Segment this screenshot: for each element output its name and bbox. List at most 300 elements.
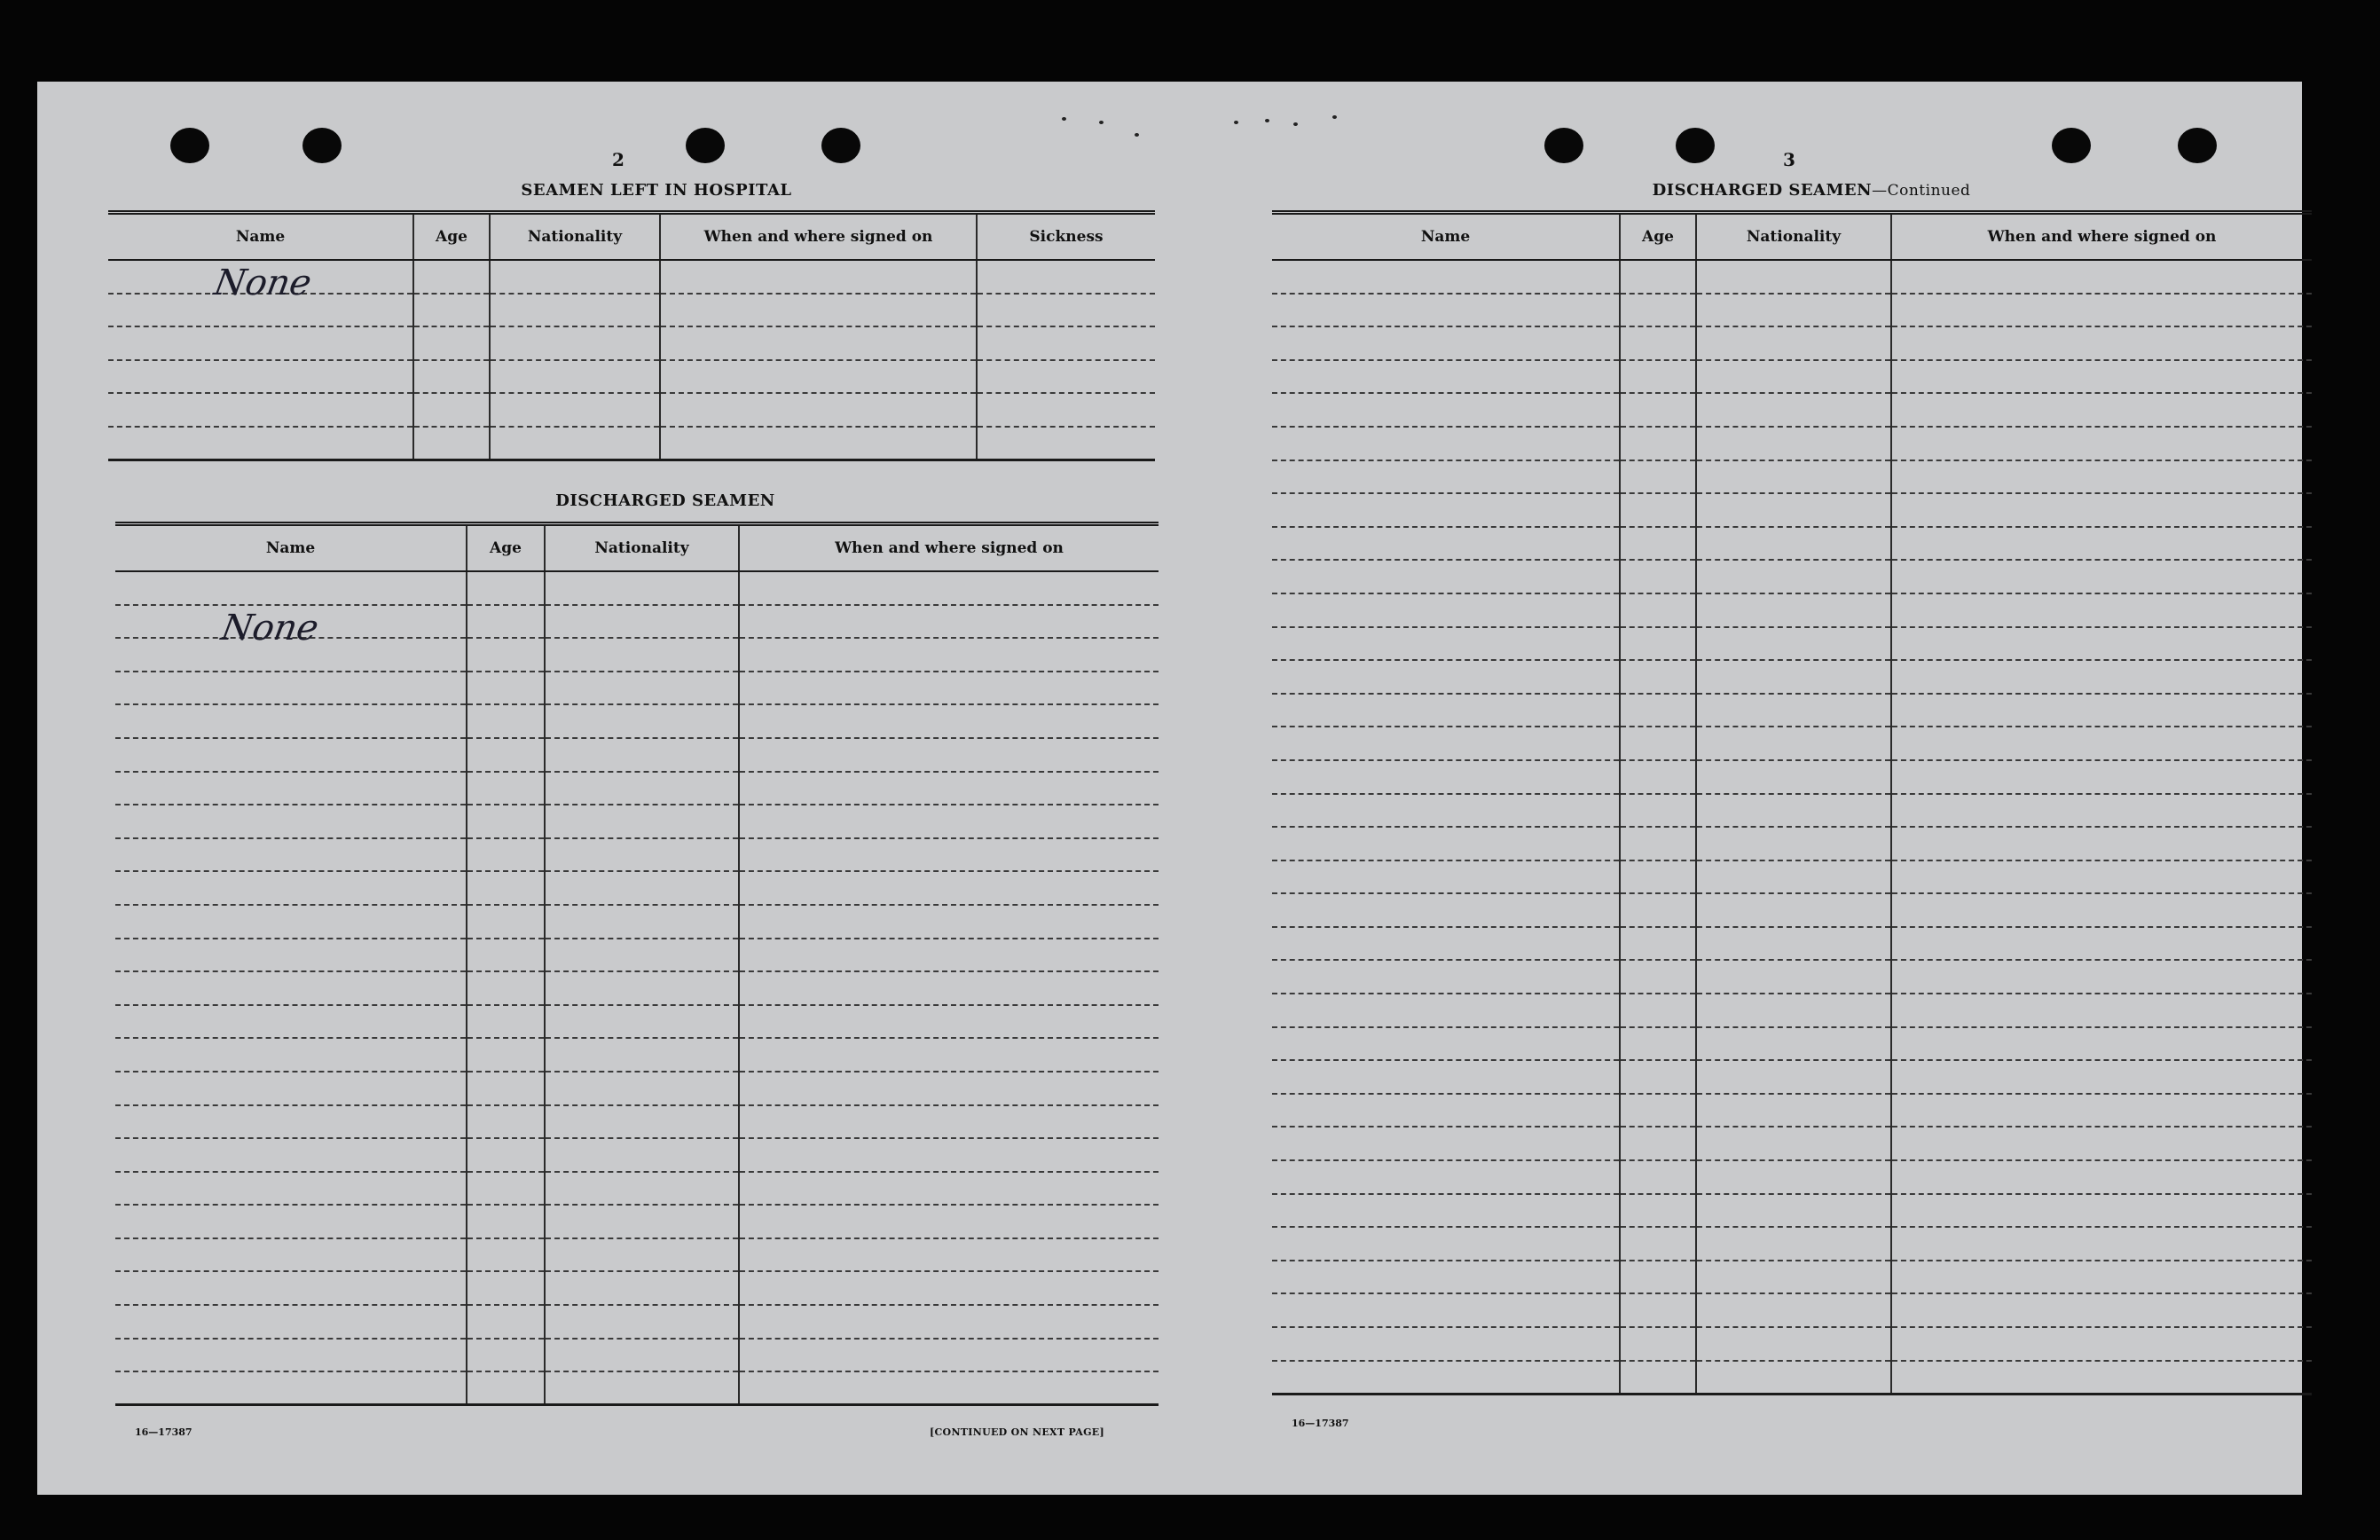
table-cell [1696,1027,1891,1061]
table-cell [1696,727,1891,760]
table-cell [1696,527,1891,561]
table-row [1272,893,2312,927]
punch-hole [821,128,860,163]
table-cell [108,326,413,360]
table-row [1272,393,2312,427]
table-cell [1891,1094,2312,1128]
table-cell [1696,427,1891,460]
table-cell [545,838,739,872]
table-cell [545,1005,739,1039]
table-cell [413,294,490,327]
table-cell [1696,794,1891,828]
table-cell [545,704,739,738]
table-cell [545,1271,739,1305]
table-cell [467,1105,545,1139]
table-cell [1272,1261,1620,1294]
table-cell [545,939,739,972]
table-cell [1620,1027,1696,1061]
table-cell [739,605,1159,639]
table-cell [115,838,467,872]
table-cell [1620,694,1696,727]
table-row [108,360,1155,394]
table-row [1272,760,2312,794]
table-cell [545,1038,739,1072]
table-cell [1696,1060,1891,1094]
table-cell [108,360,413,394]
table-cell [977,427,1155,460]
table-row [1272,960,2312,994]
column-header-when-and-where-signed-on: When and where signed on [739,524,1159,572]
table-cell [660,294,977,327]
table-row [115,1172,1159,1206]
table-cell [1891,527,2312,561]
table-cell [1272,1361,1620,1395]
table-cell [1891,727,2312,760]
table-cell [545,1072,739,1105]
table-cell [1272,660,1620,694]
table-cell [1891,326,2312,360]
table-cell [1891,360,2312,394]
table-cell [1696,560,1891,593]
table-row [1272,294,2312,327]
table-cell [115,939,467,972]
table-cell [1620,294,1696,327]
table-cell [115,605,467,648]
table-cell [1272,960,1620,994]
table-cell [1696,460,1891,494]
table-row [115,805,1159,838]
table-cell [490,294,660,327]
table-cell [1272,1293,1620,1327]
table-cell [1620,527,1696,561]
table-cell [467,638,545,672]
table-row [1272,493,2312,527]
table-cell [1620,360,1696,394]
column-header-age: Age [467,524,545,572]
table-row [115,1138,1159,1172]
table-row [108,427,1155,460]
table-cell [1620,427,1696,460]
table-cell [977,326,1155,360]
table-cell [1272,460,1620,494]
table-cell [1272,1327,1620,1361]
table-cell [1272,893,1620,927]
table-cell [490,260,660,294]
table-cell [467,605,545,639]
table-cell [739,772,1159,805]
table-cell [1696,294,1891,327]
table-cell [545,638,739,672]
table-cell [1272,827,1620,860]
table-cell [1620,960,1696,994]
table-row [108,294,1155,327]
table-cell [413,427,490,460]
table-cell [1891,1194,2312,1228]
table-cell [115,1038,467,1072]
table-cell [1891,1327,2312,1361]
table-cell [545,1339,739,1372]
table-row [115,672,1159,705]
table-cell [660,260,977,294]
table-cell [739,871,1159,905]
table-cell [739,1005,1159,1039]
table-cell [467,939,545,972]
table-cell [1891,1060,2312,1094]
discharged-continued-title [1274,181,2349,200]
table-cell [490,326,660,360]
table-cell [545,672,739,705]
table-cell [1891,1293,2312,1327]
table-cell [739,1339,1159,1372]
table-cell [1696,593,1891,627]
table-cell [1620,794,1696,828]
table-cell [739,704,1159,738]
table-cell [413,260,490,294]
table-row [1272,794,2312,828]
table-cell [545,1238,739,1272]
table-row [115,939,1159,972]
table-cell [739,1238,1159,1272]
table-cell [1272,1227,1620,1261]
table-row [1272,460,2312,494]
table-cell [1891,593,2312,627]
table-row [1272,627,2312,661]
table-cell [1696,1361,1891,1395]
table-cell [739,939,1159,972]
table-cell [1620,893,1696,927]
table-cell [115,1105,467,1139]
table-cell [467,1205,545,1238]
table-cell [1620,260,1696,294]
table-cell [467,1072,545,1105]
column-header-name: Name [115,524,467,572]
table-cell [490,393,660,427]
table-cell [1272,794,1620,828]
table-cell [1620,760,1696,794]
table-cell [1891,294,2312,327]
table-cell [467,971,545,1005]
table-cell [1696,1160,1891,1194]
table-cell [115,672,467,705]
column-header-nationality: Nationality [1696,213,1891,261]
table-row [1272,1227,2312,1261]
table-cell [467,838,545,872]
table-cell [739,1205,1159,1238]
table-cell [115,1271,467,1305]
scanned-sheet [37,82,2302,1495]
table-cell [545,905,739,939]
table-row [1272,1327,2312,1361]
table-cell [413,360,490,394]
table-cell [1891,427,2312,460]
table-cell [739,571,1159,605]
table-cell [660,326,977,360]
table-cell [1620,727,1696,760]
table-cell [1620,1293,1696,1327]
table-cell [739,672,1159,705]
speck [1099,121,1104,124]
table-cell [739,1072,1159,1105]
table-cell [1272,260,1620,294]
table-cell [115,871,467,905]
table-cell [115,1005,467,1039]
punch-hole [686,128,725,163]
table-cell [108,294,413,327]
table-cell [1272,527,1620,561]
table-cell [467,905,545,939]
table-cell [1272,427,1620,460]
column-header-name: Name [108,213,413,261]
punch-hole [2178,128,2217,163]
table-row [108,326,1155,360]
table-cell [1620,593,1696,627]
table-row [1272,1060,2312,1094]
speck [1265,119,1269,122]
table-cell [545,772,739,805]
table-cell [739,1105,1159,1139]
table-row [1272,1027,2312,1061]
table-cell [1696,827,1891,860]
table-cell [977,260,1155,294]
table-cell [739,905,1159,939]
table-cell [1696,760,1891,794]
table-row [1272,927,2312,961]
table-cell [1891,827,2312,860]
table-cell [1696,960,1891,994]
table-row [115,1005,1159,1039]
table-cell [467,1005,545,1039]
table-cell [1891,1227,2312,1261]
table-cell [467,805,545,838]
table-cell [467,1271,545,1305]
table-cell [1696,860,1891,894]
table-cell [1696,360,1891,394]
table-row [1272,593,2312,627]
table-cell [1272,927,1620,961]
table-cell [977,393,1155,427]
table-cell [1696,1094,1891,1128]
table-cell [1272,294,1620,327]
table-cell [1620,560,1696,593]
column-header-age: Age [413,213,490,261]
table-row [115,1238,1159,1272]
table-row [1272,660,2312,694]
discharged-section-title: DISCHARGED SEAMEN [555,491,775,510]
page-number-right: 3 [1783,149,1795,170]
table-cell [1891,694,2312,727]
table-cell [1272,1127,1620,1160]
table-cell [115,1305,467,1339]
table-cell [1696,1127,1891,1160]
table-row [115,738,1159,772]
table-cell [115,1205,467,1238]
table-cell [467,1371,545,1405]
table-cell [1272,493,1620,527]
table-row [115,1371,1159,1405]
table-cell [1272,727,1620,760]
table-row [1272,326,2312,360]
column-header-when-and-where-signed-on: When and where signed on [660,213,977,261]
table-cell [739,738,1159,772]
table-row [1272,360,2312,394]
table-row [1272,1293,2312,1327]
table-cell [1696,1293,1891,1327]
table-cell [115,805,467,838]
table-row [115,971,1159,1005]
table-cell [545,805,739,838]
table-cell [108,393,413,427]
table-cell [115,1371,467,1405]
table-cell [1620,827,1696,860]
table-cell [977,360,1155,394]
table-cell [545,738,739,772]
table-cell [1891,927,2312,961]
table-cell [1891,460,2312,494]
punch-hole [1544,128,1583,163]
table-cell [1891,860,2312,894]
table-row [108,260,1155,294]
table-row [1272,1160,2312,1194]
table-cell [1272,1094,1620,1128]
table-row [1272,994,2312,1027]
table-cell [739,805,1159,838]
table-cell [467,1172,545,1206]
table-cell [1891,1160,2312,1194]
table-cell [115,638,467,672]
table-cell [739,638,1159,672]
table-cell [977,294,1155,327]
column-header-nationality: Nationality [490,213,660,261]
hospital-table [108,210,1155,461]
table-cell [1620,1094,1696,1128]
speck [1332,115,1337,119]
table-cell [490,427,660,460]
table-row [1272,727,2312,760]
punch-hole [302,128,342,163]
table-cell [467,1138,545,1172]
table-cell [1891,560,2312,593]
table-cell [108,260,413,303]
table-cell [1272,593,1620,627]
form-code-right: 16—17387 [1292,1418,1349,1429]
table-cell [739,1038,1159,1072]
table-row [1272,560,2312,593]
column-header-name: Name [1272,213,1620,261]
table-cell [490,360,660,394]
table-cell [1891,1361,2312,1395]
table-cell [467,571,545,605]
table-cell [1891,1027,2312,1061]
table-cell [1891,493,2312,527]
table-cell [1696,1194,1891,1228]
table-cell [1620,1261,1696,1294]
table-cell [545,605,739,639]
table-cell [1620,1327,1696,1361]
table-cell [739,838,1159,872]
table-cell [1272,1060,1620,1094]
table-cell [115,738,467,772]
table-cell [1891,760,2312,794]
table-cell [739,1138,1159,1172]
table-row [115,772,1159,805]
table-cell [1696,627,1891,661]
continued-note: [CONTINUED ON NEXT PAGE] [930,1426,1104,1438]
table-cell [1620,493,1696,527]
table-cell [660,427,977,460]
table-cell [413,326,490,360]
table-row [115,638,1159,672]
table-cell [115,704,467,738]
table-cell [467,1339,545,1372]
table-row [115,1305,1159,1339]
table-row [1272,827,2312,860]
table-cell [1620,326,1696,360]
table-cell [1620,660,1696,694]
table-cell [115,1072,467,1105]
table-row [115,605,1159,639]
table-cell [545,571,739,605]
table-cell [739,1371,1159,1405]
table-cell [1620,1127,1696,1160]
table-row [115,571,1159,605]
table-cell [1891,960,2312,994]
table-cell [1272,1160,1620,1194]
table-row [1272,1261,2312,1294]
table-cell [1272,326,1620,360]
table-cell [1272,393,1620,427]
table-cell [1891,794,2312,828]
column-header-nationality: Nationality [545,524,739,572]
table-row [115,838,1159,872]
table-cell [545,1205,739,1238]
table-cell [467,1305,545,1339]
form-code-left: 16—17387 [135,1426,192,1438]
table-cell [739,1172,1159,1206]
table-cell [1272,694,1620,727]
table-cell [1696,1227,1891,1261]
table-cell [1272,994,1620,1027]
table-cell [115,571,467,605]
column-header-age: Age [1620,213,1696,261]
table-cell [545,1172,739,1206]
table-cell [739,1271,1159,1305]
table-cell [115,1339,467,1372]
table-row [115,704,1159,738]
table-cell [1272,860,1620,894]
table-row [1272,260,2312,294]
table-cell [1696,326,1891,360]
table-cell [660,393,977,427]
table-cell [108,427,413,460]
table-cell [1620,627,1696,661]
table-cell [467,1038,545,1072]
table-cell [115,1238,467,1272]
table-cell [1620,927,1696,961]
discharged-continued-table [1272,210,2312,1395]
hospital-section-title: SEAMEN LEFT IN HOSPITAL [521,181,792,200]
table-row [115,905,1159,939]
table-cell [1696,1327,1891,1361]
table-cell [1272,627,1620,661]
table-cell [545,1371,739,1405]
table-row [1272,1127,2312,1160]
table-cell [1696,927,1891,961]
table-cell [1272,1194,1620,1228]
table-cell [1891,1127,2312,1160]
table-cell [115,1172,467,1206]
table-cell [115,1138,467,1172]
table-cell [115,905,467,939]
